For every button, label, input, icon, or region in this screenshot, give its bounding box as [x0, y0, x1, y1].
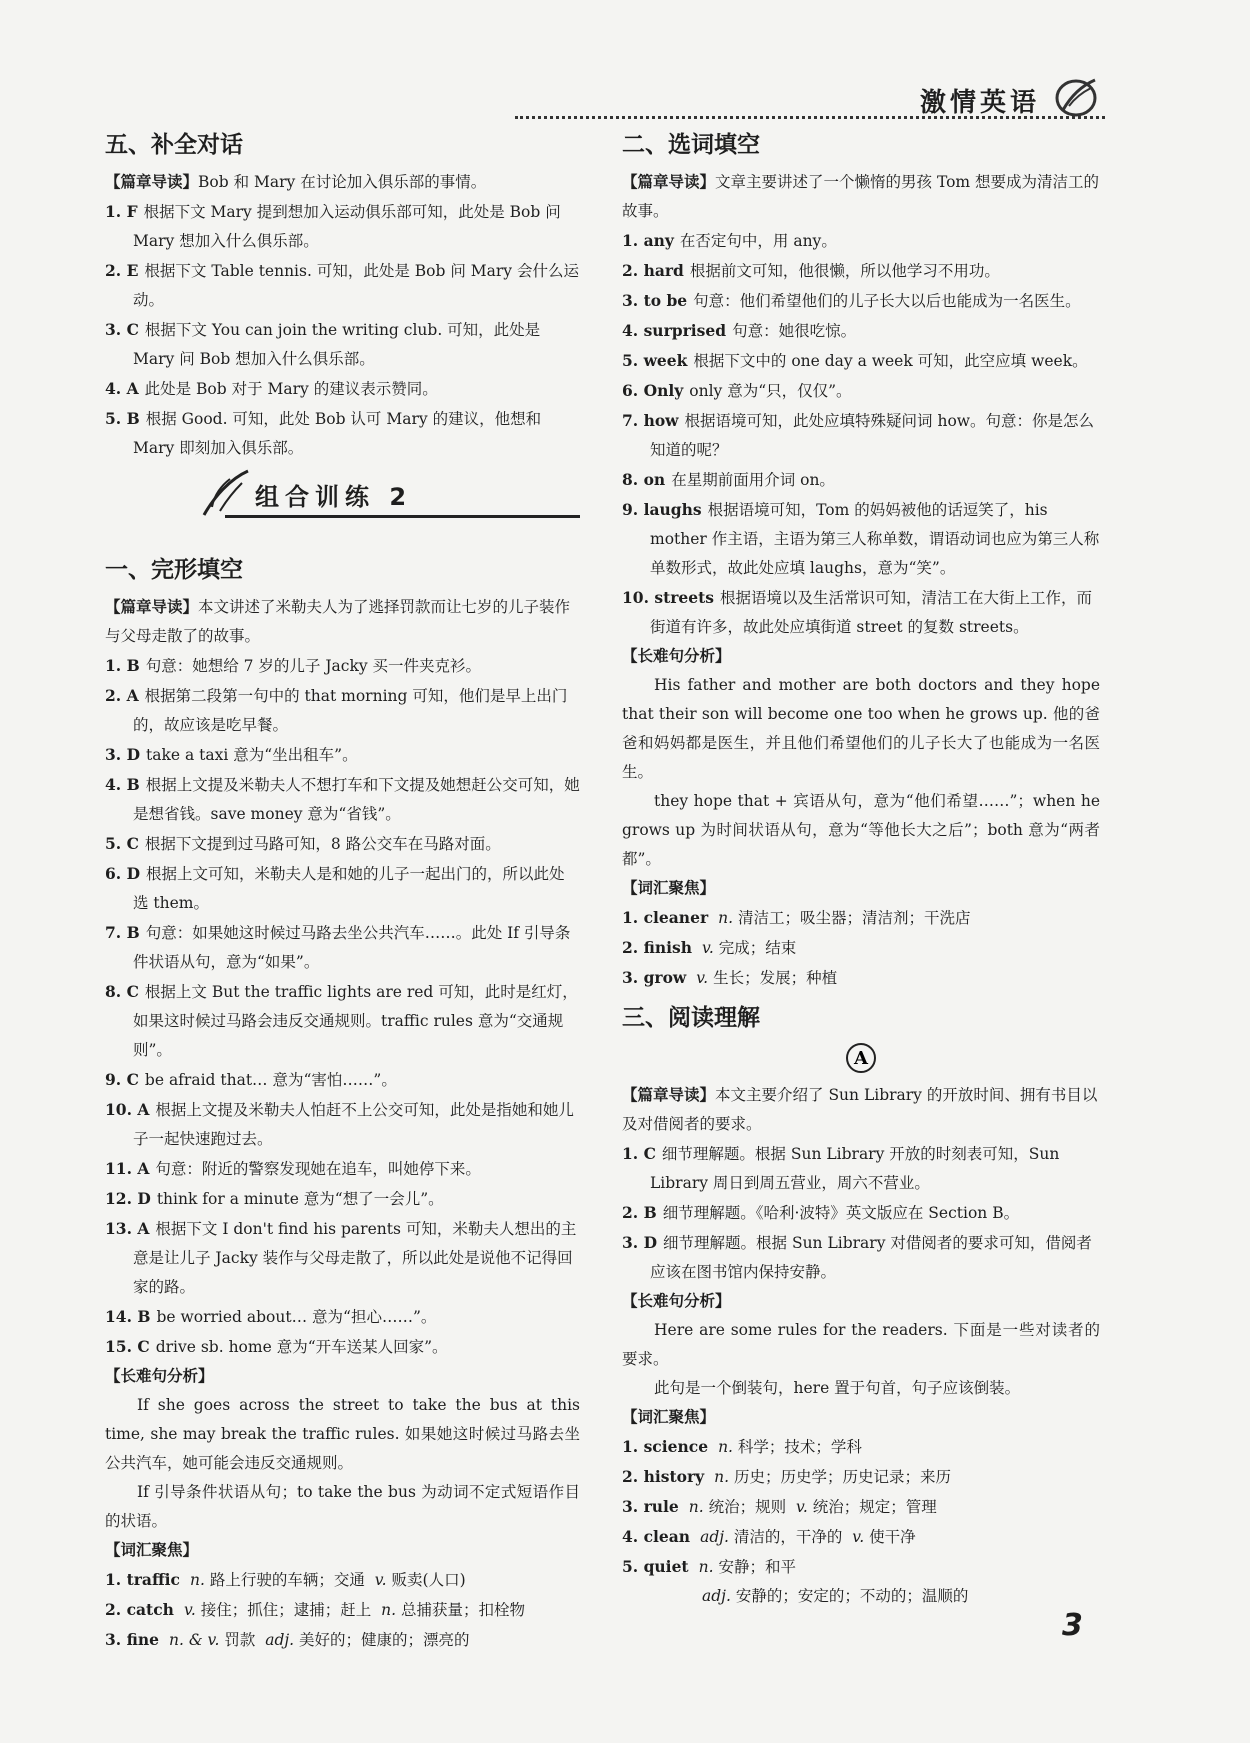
answer-list	[622, 1139, 1100, 1287]
section-title: 二、选词填空	[622, 132, 760, 158]
answer-item: 3. to be 句意：他们希望他们的儿子长大以后也能成为一名医生。	[622, 291, 1081, 310]
page-number: 3	[1062, 1608, 1083, 1643]
answer-list	[105, 651, 580, 1362]
section-title: 三、阅读理解	[622, 1005, 760, 1031]
section-title: 五、补全对话	[105, 132, 243, 158]
vocab-item: 3. grow v. 生长；发展；种植	[622, 968, 838, 987]
answer-item: 2. A 根据第二段第一句中的 that morning 可知，他们是早上出门的，故应该是吃早餐。	[105, 686, 568, 734]
svg-text:A: A	[854, 1048, 868, 1069]
answer-item: 6. D 根据上文可知，米勒夫人是和她的儿子一起出门的，所以此处选 them。	[105, 864, 565, 912]
answer-item: 5. C 根据下文提到过马路可知，8 路公交车在马路对面。	[105, 834, 501, 853]
vocab-item: 3. rule n. 统治；规则 v. 统治；规定；管理	[622, 1497, 937, 1516]
answer-item: 1. F 根据下文 Mary 提到想加入运动俱乐部可知，此处是 Bob 问 Mary 想加入什么俱乐部。	[105, 202, 561, 250]
answer-item: 4. B 根据上文提及米勒夫人不想打车和下文提及她想赶公交可知，她是想省钱。save money 意为“省钱”。	[105, 775, 580, 823]
answer-item: 4. A 此处是 Bob 对于 Mary 的建议表示赞同。	[105, 379, 438, 398]
answer-item: 15. C drive sb. home 意为“开车送某人回家”。	[105, 1337, 448, 1356]
leaf-logo-icon	[1053, 76, 1099, 118]
analysis-paragraph: Here are some rules for the readers. 下面是一些对读者的要求。	[622, 1321, 1100, 1368]
answer-item: 3. C 根据下文 You can join the writing club. 可知，此处是 Mary 问 Bob 想加入什么俱乐部。	[105, 320, 541, 368]
answer-item: 5. B 根据 Good. 可知，此处 Bob 认可 Mary 的建议，他想和 Mary 即刻加入俱乐部。	[105, 409, 542, 457]
answer-item: 11. A 句意：附近的警察发现她在追车，叫她停下来。	[105, 1159, 481, 1178]
brand-title: 激情英语	[919, 88, 1040, 118]
vocab-item: 1. traffic n. 路上行驶的车辆；交通 v. 贩卖(人口)	[105, 1570, 466, 1589]
banner-underline	[225, 515, 580, 518]
answer-item: 5. week 根据下文中的 one day a week 可知，此空应填 week。	[622, 351, 1088, 370]
subsection-title: 【长难句分析】	[622, 1292, 731, 1310]
answer-item: 10. streets 根据语境以及生活常识可知，清洁工在大街上工作，而街道有许多，故此处应填街道 street 的复数 streets。	[622, 588, 1093, 636]
chapter-intro: 【篇章导读】本文讲述了米勒夫人为了逃择罚款而让七岁的儿子装作与父母走散了的故事。	[105, 598, 571, 645]
analysis-paragraph: 此句是一个倒装句，here 置于句首，句子应该倒装。	[654, 1379, 1021, 1397]
subsection-title: 【长难句分析】	[105, 1367, 214, 1385]
subsection-title: 【词汇聚焦】	[105, 1541, 199, 1559]
vocab-item: 2. catch v. 接住；抓住；逮捕；赶上 n. 总捕获量；扣栓物	[105, 1600, 525, 1619]
answer-item: 9. laughs 根据语境可知，Tom 的妈妈被他的话逗笑了，his mother 作主语，主语为第三人称单数，谓语动词也应为第三人称单数形式，故此处应填 laughs，意为“笑”。	[622, 500, 1100, 577]
answer-item: 4. surprised 句意：她很吃惊。	[622, 321, 857, 340]
passage-a-badge-icon	[844, 1041, 878, 1075]
vocab-item: 4. clean adj. 清洁的，干净的 v. 使干净	[622, 1527, 916, 1546]
vocab-item: 2. history n. 历史；历史学；历史记录；来历	[622, 1467, 952, 1486]
analysis-paragraph: If she goes across the street to take the bus at this time, she may break the traffic rules. 如果她这时候过马路去坐公共汽车，她可能会违反交通规则。	[105, 1396, 580, 1472]
chapter-intro: 【篇章导读】本文主要介绍了 Sun Library 的开放时间、拥有书目以及对借阅者的要求。	[622, 1086, 1098, 1133]
answer-item: 8. C 根据上文 But the traffic lights are red 可知，此时是红灯，如果这时候过马路会违反交通规则。traffic rules 意为“交通规则”。	[105, 982, 578, 1059]
answer-item: 8. on 在星期前面用介词 on。	[622, 470, 835, 489]
page-header	[515, 80, 1105, 120]
answer-item: 7. how 根据语境可知，此处应填特殊疑问词 how。句意：你是怎么知道的呢？	[622, 411, 1095, 459]
vocab-item: 5. quiet n. 安静；和平	[622, 1557, 796, 1576]
analysis-paragraph: His father and mother are both doctors and they hope that their son will become one too when he grows up. 他的爸爸和妈妈都是医生，并且他们希望他们的儿子长大了也能成为一名医生。	[622, 676, 1100, 781]
right-column	[622, 128, 1100, 1611]
answer-item: 6. Only only 意为“只，仅仅”。	[622, 381, 852, 400]
answer-item: 3. D take a taxi 意为“坐出租车”。	[105, 745, 358, 764]
answer-item: 14. B be worried about… 意为“担心……”。	[105, 1307, 437, 1326]
answer-item: 3. D 细节理解题。根据 Sun Library 对借阅者的要求可知，借阅者应该在图书馆内保持安静。	[622, 1233, 1092, 1281]
left-column	[105, 128, 580, 1655]
vocab-item: 3. fine n. & v. 罚款 adj. 美好的；健康的；漂亮的	[105, 1630, 470, 1649]
vocab-item: 1. science n. 科学；技术；学科	[622, 1437, 862, 1456]
answer-item: 2. hard 根据前文可知，他很懒，所以他学习不用功。	[622, 261, 1000, 280]
analysis-paragraph: they hope that + 宾语从句，意为“他们希望……”；when he grows up 为时间状语从句，意为“等他长大之后”；both 意为“两者都”。	[622, 792, 1100, 868]
header-divider	[515, 116, 1105, 119]
feather-icon	[200, 467, 250, 519]
unit-banner	[105, 467, 580, 537]
subsection-title: 【词汇聚焦】	[622, 1408, 716, 1426]
vocab-item: 2. finish v. 完成；结束	[622, 938, 797, 957]
vocab-item-continuation: adj. 安静的；安定的；不动的；温顺的	[702, 1587, 969, 1605]
section-title: 一、完形填空	[105, 557, 243, 583]
chapter-intro: 【篇章导读】Bob 和 Mary 在讨论加入俱乐部的事情。	[105, 173, 487, 191]
subsection-title: 【长难句分析】	[622, 647, 731, 665]
answer-item: 12. D think for a minute 意为“想了一会儿”。	[105, 1189, 444, 1208]
answer-item: 13. A 根据下文 I don't find his parents 可知，米勒夫人想出的主意是让儿子 Jacky 装作与父母走散了，所以此处是说他不记得回家的路。	[105, 1219, 577, 1296]
passage-label	[622, 1041, 1100, 1081]
subsection-title: 【词汇聚焦】	[622, 879, 716, 897]
answer-item: 10. A 根据上文提及米勒夫人怕赶不上公交可知，此处是指她和她儿子一起快速跑过去。	[105, 1100, 574, 1148]
banner-title: 组合训练 2	[255, 483, 413, 511]
answer-list	[622, 226, 1100, 642]
answer-list	[105, 197, 580, 463]
answer-item: 1. C 细节理解题。根据 Sun Library 开放的时刻表可知，Sun Library 周日到周五营业，周六不营业。	[622, 1144, 1060, 1192]
answer-item: 2. B 细节理解题。《哈利·波特》英文版应在 Section B。	[622, 1203, 1020, 1222]
answer-item: 2. E 根据下文 Table tennis. 可知，此处是 Bob 问 Mary 会什么运动。	[105, 261, 579, 309]
analysis-paragraph: If 引导条件状语从句；to take the bus 为动词不定式短语作目的状语。	[105, 1483, 580, 1530]
vocab-item: 1. cleaner n. 清洁工；吸尘器；清洁剂；干洗店	[622, 908, 971, 927]
answer-item: 9. C be afraid that… 意为“害怕……”。	[105, 1070, 397, 1089]
chapter-intro: 【篇章导读】文章主要讲述了一个懒惰的男孩 Tom 想要成为清洁工的故事。	[622, 173, 1100, 220]
answer-item: 1. any 在否定句中，用 any。	[622, 231, 837, 250]
answer-item: 7. B 句意：如果她这时候过马路去坐公共汽车……。此处 If 引导条件状语从句，意为“如果”。	[105, 923, 571, 971]
answer-item: 1. B 句意：她想给 7 岁的儿子 Jacky 买一件夹克衫。	[105, 656, 482, 675]
